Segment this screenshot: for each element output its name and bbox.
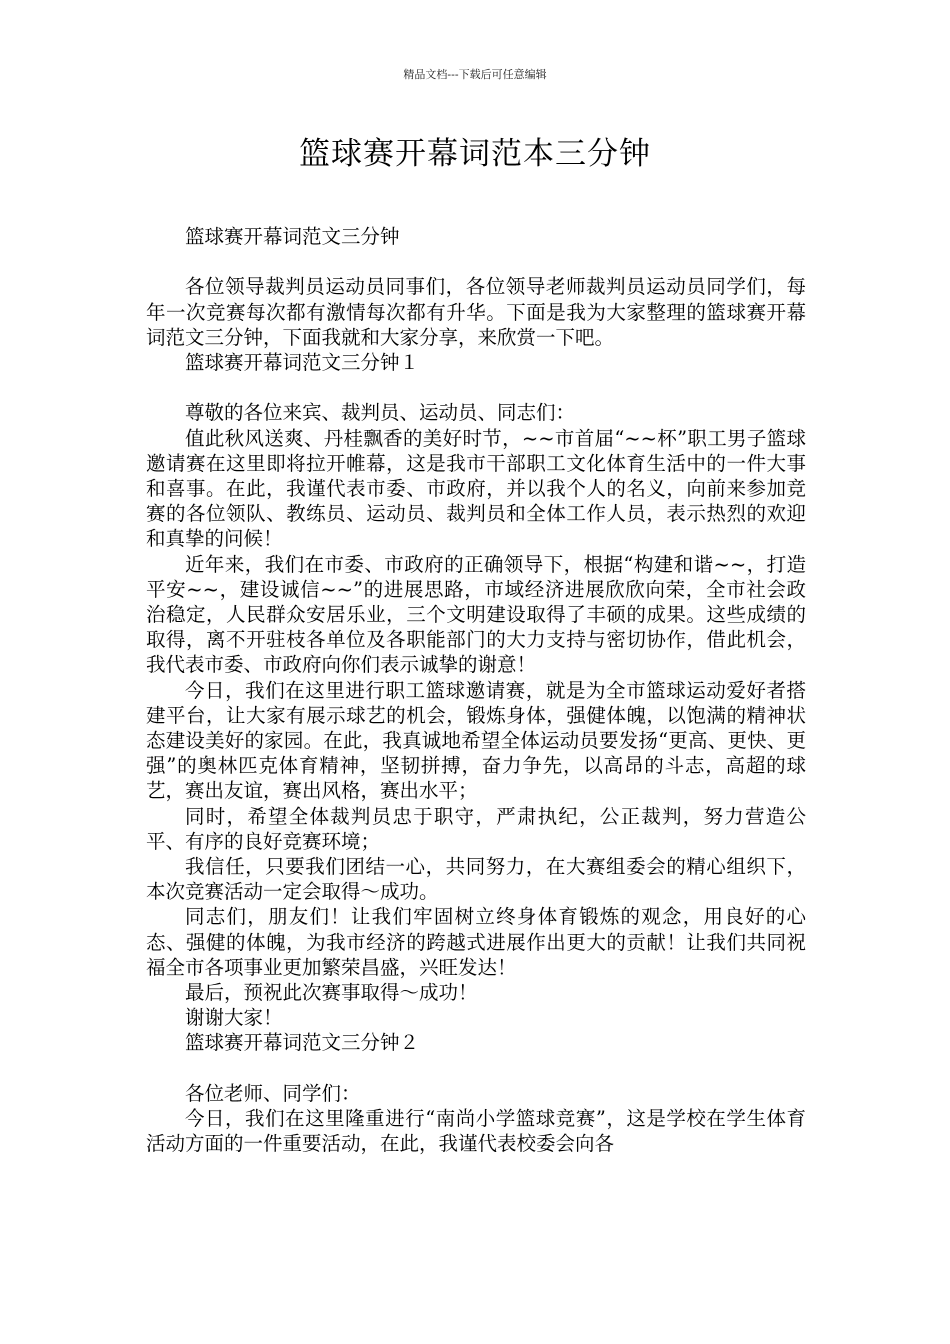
paragraph: 篮球赛开幕词范文三分钟２	[185, 1031, 420, 1055]
paragraph: 同时，希望全体裁判员忠于职守，严肃执纪，公正裁判，努力营造公平、有序的良好竞赛环境；	[146, 804, 806, 853]
paragraph: 今日，我们在这里隆重进行“南尚小学篮球竞赛”，这是学校在学生体育活动方面的一件重要活动，在此，我谨代表校委会向各	[146, 1107, 806, 1156]
document-title: 篮球赛开幕词范本三分钟	[299, 136, 651, 172]
document-body	[146, 224, 806, 1156]
paragraph: 各位老师、同学们：	[185, 1081, 361, 1105]
blank-line	[146, 375, 806, 400]
paragraph: 我信任，只要我们团结一心，共同努力，在大赛组委会的精心组织下，本次竞赛活动一定会取得～成功。	[146, 855, 806, 904]
page-header: 精品文档---下载后可任意编辑	[403, 68, 547, 81]
blank-line	[146, 249, 806, 274]
paragraph: 各位领导裁判员运动员同事们，各位领导老师裁判员运动员同学们，每年一次竞赛每次都有激情每次都有升华。下面是我为大家整理的篮球赛开幕词范文三分钟，下面我就和大家分享，来欣赏一下吧。	[146, 275, 806, 349]
paragraph: 最后，预祝此次赛事取得～成功！	[185, 981, 478, 1005]
paragraph: 同志们，朋友们！让我们牢固树立终身体育锻炼的观念，用良好的心态、强健的体魄，为我市经济的跨越式进展作出更大的贡献！让我们共同祝福全市各项事业更加繁荣昌盛，兴旺发达！	[146, 905, 806, 979]
paragraph: 篮球赛开幕词范文三分钟１	[185, 351, 420, 374]
paragraph: 今日，我们在这里进行职工篮球邀请赛，就是为全市篮球运动爱好者搭建平台，让大家有展示球艺的机会，锻炼身体，强健体魄，以饱满的精神状态建设美好的家园。在此，我真诚地希望全体运动员要发扬“更高、更快、更强”的奥林匹克体育精神，坚韧拼搏，奋力争先，以高昂的斗志，高超的球艺，赛出友谊，赛出风格，赛出水平；	[146, 678, 806, 803]
blank-line	[146, 1056, 806, 1081]
paragraph: 篮球赛开幕词范文三分钟	[185, 225, 400, 248]
paragraph: 谢谢大家！	[185, 1006, 283, 1030]
paragraph: 值此秋风送爽、丹桂飘香的美好时节，~~市首届“~~杯”职工男子篮球邀请赛在这里即将拉开帷幕，这是我市干部职工文化体育生活中的一件大事和喜事。在此，我谨代表市委、市政府，并以我个人的名义，向前来参加竞赛的各位领队、教练员、运动员、裁判员和全体工作人员，表示热烈的欢迎和真挚的问候！	[146, 426, 806, 551]
paragraph: 尊敬的各位来宾、裁判员、运动员、同志们：	[185, 401, 576, 425]
paragraph: 近年来，我们在市委、市政府的正确领导下，根据“构建和谐~~，打造平安~~，建设诚信~~”的进展思路，市域经济进展欣欣向荣，全市社会政治稳定，人民群众安居乐业，三个文明建设取得了丰硕的成果。这些成绩的取得，离不开驻枝各单位及各职能部门的大力支持与密切协作，借此机会，我代表市委、市政府向你们表示诚挚的谢意！	[146, 552, 806, 677]
